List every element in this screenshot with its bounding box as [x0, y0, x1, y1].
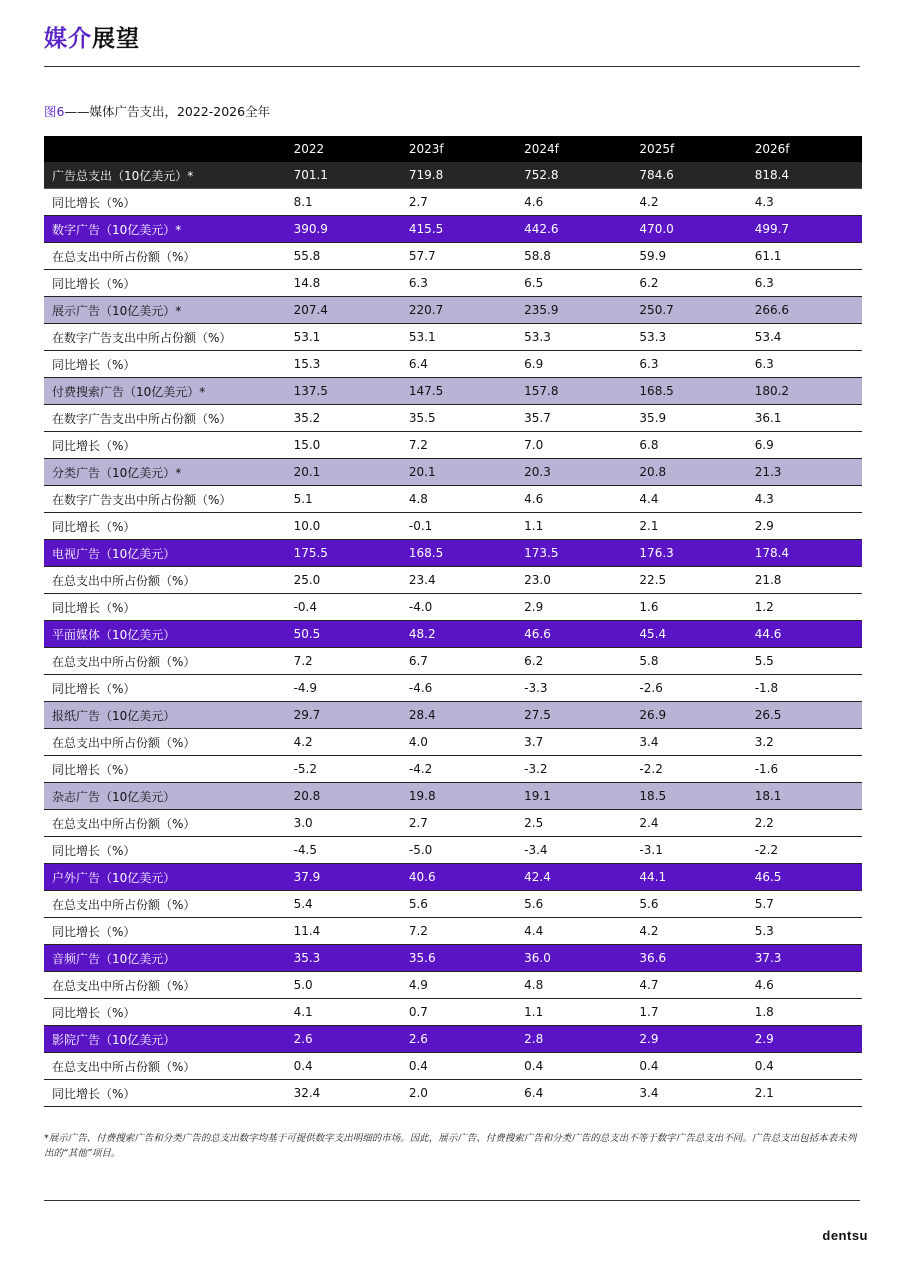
row-label: 同比增长（%）	[44, 999, 286, 1026]
table-cell: 18.5	[631, 783, 746, 810]
table-cell: 442.6	[516, 216, 631, 243]
table-cell: 390.9	[286, 216, 401, 243]
table-cell: 53.4	[747, 324, 862, 351]
table-cell: 6.4	[401, 351, 516, 378]
table-cell: 44.1	[631, 864, 746, 891]
table-cell: -2.6	[631, 675, 746, 702]
table-cell: 1.6	[631, 594, 746, 621]
row-label: 分类广告（10亿美元）*	[44, 459, 286, 486]
table-cell: 40.6	[401, 864, 516, 891]
table-cell: 2.6	[401, 1026, 516, 1053]
table-row	[44, 756, 862, 783]
table-cell: 3.7	[516, 729, 631, 756]
table-cell: 23.0	[516, 567, 631, 594]
table-cell: 1.7	[631, 999, 746, 1026]
table-cell: 6.2	[631, 270, 746, 297]
bottom-divider	[44, 1200, 860, 1201]
table-row	[44, 675, 862, 702]
table-cell: 2.4	[631, 810, 746, 837]
table-cell: 6.5	[516, 270, 631, 297]
table-cell: 19.8	[401, 783, 516, 810]
table-row	[44, 1080, 862, 1107]
ad-spend-table	[44, 136, 862, 1107]
table-cell: 2.1	[631, 513, 746, 540]
table-cell: -4.0	[401, 594, 516, 621]
table-cell: 4.2	[631, 189, 746, 216]
table-cell: 784.6	[631, 162, 746, 189]
table-cell: -3.3	[516, 675, 631, 702]
table-row	[44, 837, 862, 864]
table-cell: 4.6	[516, 189, 631, 216]
table-cell: 23.4	[401, 567, 516, 594]
table-cell: 2.5	[516, 810, 631, 837]
table-row	[44, 648, 862, 675]
table-row	[44, 1026, 862, 1053]
table-cell: -3.1	[631, 837, 746, 864]
table-cell: 4.4	[631, 486, 746, 513]
table-cell: 37.3	[747, 945, 862, 972]
table-cell: 36.1	[747, 405, 862, 432]
top-divider	[44, 66, 860, 67]
row-label: 在数字广告支出中所占份额（%）	[44, 486, 286, 513]
table-row	[44, 486, 862, 513]
table-cell: 3.2	[747, 729, 862, 756]
table-cell: 3.4	[631, 1080, 746, 1107]
row-label: 同比增长（%）	[44, 270, 286, 297]
table-cell: 19.1	[516, 783, 631, 810]
table-cell: -4.5	[286, 837, 401, 864]
table-cell: 6.2	[516, 648, 631, 675]
table-cell: 719.8	[401, 162, 516, 189]
table-row	[44, 351, 862, 378]
table-cell: 20.8	[631, 459, 746, 486]
table-cell: -0.1	[401, 513, 516, 540]
table-row	[44, 324, 862, 351]
table-cell: 46.6	[516, 621, 631, 648]
dentsu-logo: dentsu	[822, 1228, 868, 1243]
table-cell: 55.8	[286, 243, 401, 270]
table-cell: -4.9	[286, 675, 401, 702]
table-cell: 15.3	[286, 351, 401, 378]
row-label: 在数字广告支出中所占份额（%）	[44, 405, 286, 432]
table-row	[44, 891, 862, 918]
table-cell: 6.9	[747, 432, 862, 459]
table-cell: 3.4	[631, 729, 746, 756]
table-cell: 5.6	[401, 891, 516, 918]
table-cell: 18.1	[747, 783, 862, 810]
table-cell: 48.2	[401, 621, 516, 648]
table-cell: 5.0	[286, 972, 401, 999]
table-cell: 5.6	[631, 891, 746, 918]
table-row	[44, 864, 862, 891]
table-cell: 5.4	[286, 891, 401, 918]
table-cell: 6.7	[401, 648, 516, 675]
table-cell: 6.3	[401, 270, 516, 297]
column-header: 2024f	[516, 136, 631, 162]
table-row	[44, 972, 862, 999]
table-cell: 4.8	[401, 486, 516, 513]
table-cell: 5.3	[747, 918, 862, 945]
table-body	[44, 162, 862, 1107]
column-header	[44, 136, 286, 162]
table-row	[44, 999, 862, 1026]
page-title	[44, 20, 140, 53]
table-cell: 6.3	[747, 351, 862, 378]
row-label: 音频广告（10亿美元）	[44, 945, 286, 972]
table-cell: 220.7	[401, 297, 516, 324]
row-label: 户外广告（10亿美元）	[44, 864, 286, 891]
table-cell: -1.8	[747, 675, 862, 702]
row-label: 数字广告（10亿美元）*	[44, 216, 286, 243]
table-cell: 2.9	[747, 513, 862, 540]
table-row	[44, 567, 862, 594]
row-label: 报纸广告（10亿美元）	[44, 702, 286, 729]
table-row	[44, 540, 862, 567]
table-cell: -1.6	[747, 756, 862, 783]
table-cell: 7.0	[516, 432, 631, 459]
row-label: 在总支出中所占份额（%）	[44, 648, 286, 675]
table-cell: 173.5	[516, 540, 631, 567]
table-cell: 470.0	[631, 216, 746, 243]
table-cell: 57.7	[401, 243, 516, 270]
row-label: 同比增长（%）	[44, 756, 286, 783]
table-cell: 5.6	[516, 891, 631, 918]
table-cell: 20.1	[286, 459, 401, 486]
table-row	[44, 918, 862, 945]
table-cell: -4.6	[401, 675, 516, 702]
table-cell: 147.5	[401, 378, 516, 405]
table-cell: 36.6	[631, 945, 746, 972]
table-cell: 44.6	[747, 621, 862, 648]
table-cell: 4.7	[631, 972, 746, 999]
table-cell: 2.9	[631, 1026, 746, 1053]
row-label: 展示广告（10亿美元）*	[44, 297, 286, 324]
table-cell: 2.6	[286, 1026, 401, 1053]
table-row	[44, 297, 862, 324]
table-footnote: *展示广告、付费搜索广告和分类广告的总支出数字均基于可提供数字支出明细的市场。因此，展示广告、付费搜索广告和分类广告的总支出不等于数字广告总支出不同。广告总支出包括本表未列出的“其他”项目。	[44, 1133, 857, 1159]
table-cell: 157.8	[516, 378, 631, 405]
table-row	[44, 783, 862, 810]
table-cell: 1.8	[747, 999, 862, 1026]
table-cell: 21.3	[747, 459, 862, 486]
table-cell: 45.4	[631, 621, 746, 648]
table-row	[44, 405, 862, 432]
table-cell: 6.3	[747, 270, 862, 297]
table-cell: -2.2	[631, 756, 746, 783]
table-cell: 15.0	[286, 432, 401, 459]
table-row	[44, 459, 862, 486]
table-row	[44, 162, 862, 189]
page-title-accent: 媒介	[44, 26, 92, 52]
row-label: 同比增长（%）	[44, 432, 286, 459]
table-cell: 2.1	[747, 1080, 862, 1107]
table-cell: 178.4	[747, 540, 862, 567]
table-row	[44, 810, 862, 837]
table-cell: 29.7	[286, 702, 401, 729]
table-cell: 4.6	[747, 972, 862, 999]
table-cell: 25.0	[286, 567, 401, 594]
table-cell: -3.2	[516, 756, 631, 783]
table-cell: -4.2	[401, 756, 516, 783]
table-cell: 1.2	[747, 594, 862, 621]
table-cell: 27.5	[516, 702, 631, 729]
row-label: 同比增长（%）	[44, 351, 286, 378]
table-cell: 1.1	[516, 513, 631, 540]
table-header-row	[44, 136, 862, 162]
table-cell: 20.8	[286, 783, 401, 810]
table-cell: 14.8	[286, 270, 401, 297]
table-cell: 46.5	[747, 864, 862, 891]
table-row	[44, 1053, 862, 1080]
table-cell: 61.1	[747, 243, 862, 270]
table-cell: 32.4	[286, 1080, 401, 1107]
table-cell: 6.3	[631, 351, 746, 378]
table-cell: 4.4	[516, 918, 631, 945]
table-cell: 42.4	[516, 864, 631, 891]
table-cell: 235.9	[516, 297, 631, 324]
figure-caption-text: ——媒体广告支出，2022-2026全年	[64, 104, 271, 119]
table-cell: 4.2	[286, 729, 401, 756]
table-cell: 168.5	[401, 540, 516, 567]
table-row	[44, 945, 862, 972]
table-cell: 0.4	[516, 1053, 631, 1080]
table-cell: 2.7	[401, 810, 516, 837]
table-cell: 8.1	[286, 189, 401, 216]
row-label: 在总支出中所占份额（%）	[44, 1053, 286, 1080]
table-cell: 26.5	[747, 702, 862, 729]
table-cell: 21.8	[747, 567, 862, 594]
row-label: 同比增长（%）	[44, 918, 286, 945]
table-cell: 50.5	[286, 621, 401, 648]
table-cell: 7.2	[286, 648, 401, 675]
table-cell: 20.1	[401, 459, 516, 486]
table-cell: 7.2	[401, 918, 516, 945]
table-row	[44, 702, 862, 729]
figure-caption	[44, 102, 270, 120]
table-cell: -0.4	[286, 594, 401, 621]
row-label: 广告总支出（10亿美元）*	[44, 162, 286, 189]
table-cell: 701.1	[286, 162, 401, 189]
table-cell: 6.4	[516, 1080, 631, 1107]
table-cell: 1.1	[516, 999, 631, 1026]
table-cell: 250.7	[631, 297, 746, 324]
table-cell: 7.2	[401, 432, 516, 459]
table-row	[44, 270, 862, 297]
table-cell: 266.6	[747, 297, 862, 324]
table-cell: 0.4	[747, 1053, 862, 1080]
table-cell: 818.4	[747, 162, 862, 189]
table-cell: 5.8	[631, 648, 746, 675]
table-cell: 53.1	[401, 324, 516, 351]
column-header: 2026f	[747, 136, 862, 162]
table-cell: 53.3	[631, 324, 746, 351]
table-cell: 752.8	[516, 162, 631, 189]
table-cell: 2.9	[516, 594, 631, 621]
table-row	[44, 216, 862, 243]
table-cell: -5.2	[286, 756, 401, 783]
table-cell: 22.5	[631, 567, 746, 594]
row-label: 在总支出中所占份额（%）	[44, 243, 286, 270]
column-header: 2022	[286, 136, 401, 162]
table-cell: 59.9	[631, 243, 746, 270]
table-cell: -5.0	[401, 837, 516, 864]
table-cell: 137.5	[286, 378, 401, 405]
table-row	[44, 243, 862, 270]
table-cell: 10.0	[286, 513, 401, 540]
table-cell: 11.4	[286, 918, 401, 945]
table-cell: 5.1	[286, 486, 401, 513]
table-cell: 20.3	[516, 459, 631, 486]
table-cell: 4.8	[516, 972, 631, 999]
column-header: 2023f	[401, 136, 516, 162]
row-label: 在总支出中所占份额（%）	[44, 729, 286, 756]
table-cell: 0.7	[401, 999, 516, 1026]
table-row	[44, 621, 862, 648]
table-cell: 35.6	[401, 945, 516, 972]
row-label: 付费搜索广告（10亿美元）*	[44, 378, 286, 405]
table-cell: 4.9	[401, 972, 516, 999]
row-label: 杂志广告（10亿美元）	[44, 783, 286, 810]
row-label: 同比增长（%）	[44, 594, 286, 621]
table-cell: 5.7	[747, 891, 862, 918]
table-cell: 4.2	[631, 918, 746, 945]
figure-number: 图6	[44, 104, 65, 119]
table-row	[44, 513, 862, 540]
table-cell: 4.6	[516, 486, 631, 513]
table-cell: 4.3	[747, 189, 862, 216]
table-cell: 6.8	[631, 432, 746, 459]
table-cell: 6.9	[516, 351, 631, 378]
table-row	[44, 729, 862, 756]
table-cell: 53.1	[286, 324, 401, 351]
table-cell: -2.2	[747, 837, 862, 864]
table-row	[44, 594, 862, 621]
table-cell: 35.9	[631, 405, 746, 432]
table-cell: 58.8	[516, 243, 631, 270]
table-cell: -3.4	[516, 837, 631, 864]
table-cell: 4.0	[401, 729, 516, 756]
table-row	[44, 378, 862, 405]
table-cell: 0.4	[631, 1053, 746, 1080]
row-label: 影院广告（10亿美元）	[44, 1026, 286, 1053]
table-cell: 180.2	[747, 378, 862, 405]
table-row	[44, 189, 862, 216]
row-label: 同比增长（%）	[44, 837, 286, 864]
table-cell: 26.9	[631, 702, 746, 729]
table-cell: 176.3	[631, 540, 746, 567]
table-cell: 175.5	[286, 540, 401, 567]
table-cell: 4.1	[286, 999, 401, 1026]
table-cell: 4.3	[747, 486, 862, 513]
table-cell: 2.8	[516, 1026, 631, 1053]
row-label: 在数字广告支出中所占份额（%）	[44, 324, 286, 351]
table-cell: 499.7	[747, 216, 862, 243]
table-cell: 0.4	[286, 1053, 401, 1080]
table-cell: 2.0	[401, 1080, 516, 1107]
page-title-rest: 展望	[92, 26, 140, 52]
row-label: 平面媒体（10亿美元）	[44, 621, 286, 648]
table-cell: 35.7	[516, 405, 631, 432]
table-cell: 28.4	[401, 702, 516, 729]
table-row	[44, 432, 862, 459]
row-label: 在总支出中所占份额（%）	[44, 810, 286, 837]
table-cell: 37.9	[286, 864, 401, 891]
table-cell: 35.5	[401, 405, 516, 432]
table-cell: 207.4	[286, 297, 401, 324]
row-label: 同比增长（%）	[44, 513, 286, 540]
row-label: 在总支出中所占份额（%）	[44, 972, 286, 999]
row-label: 同比增长（%）	[44, 1080, 286, 1107]
row-label: 在总支出中所占份额（%）	[44, 891, 286, 918]
table-cell: 0.4	[401, 1053, 516, 1080]
column-header: 2025f	[631, 136, 746, 162]
table-cell: 2.7	[401, 189, 516, 216]
row-label: 同比增长（%）	[44, 675, 286, 702]
table-cell: 35.3	[286, 945, 401, 972]
table-cell: 2.9	[747, 1026, 862, 1053]
row-label: 在总支出中所占份额（%）	[44, 567, 286, 594]
row-label: 电视广告（10亿美元）	[44, 540, 286, 567]
table-cell: 36.0	[516, 945, 631, 972]
table-cell: 168.5	[631, 378, 746, 405]
table-cell: 2.2	[747, 810, 862, 837]
row-label: 同比增长（%）	[44, 189, 286, 216]
table-cell: 53.3	[516, 324, 631, 351]
table-cell: 35.2	[286, 405, 401, 432]
table-cell: 415.5	[401, 216, 516, 243]
table-cell: 3.0	[286, 810, 401, 837]
table-cell: 5.5	[747, 648, 862, 675]
